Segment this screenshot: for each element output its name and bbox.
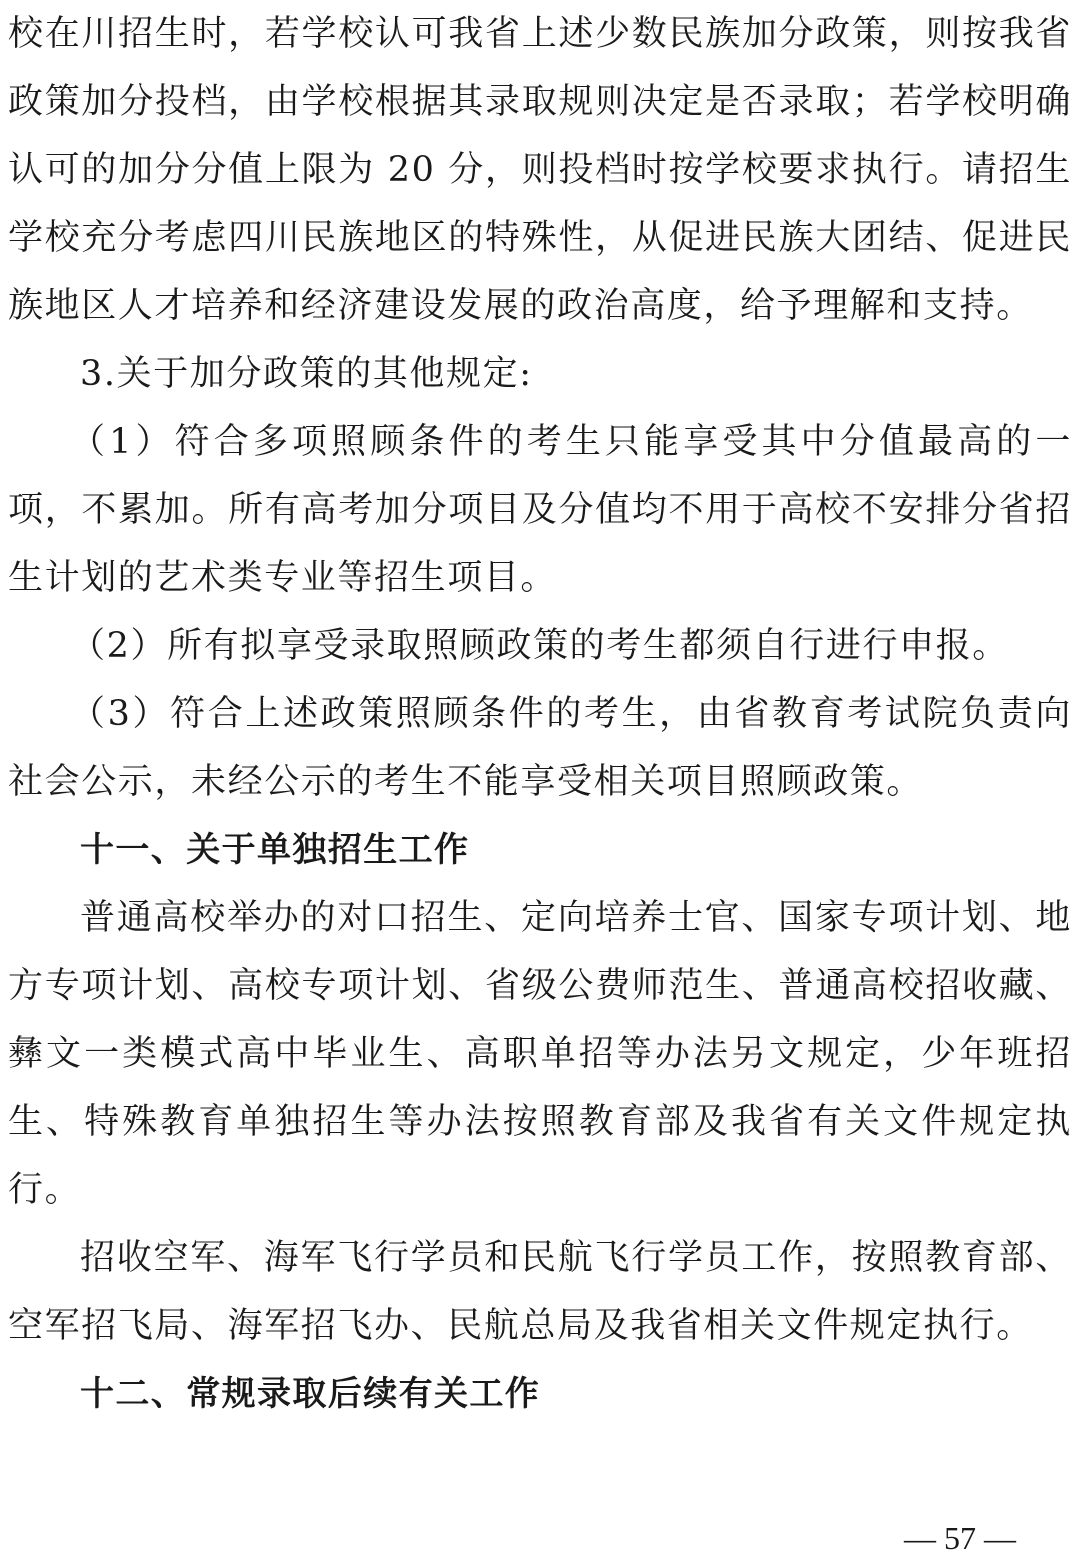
paragraph-item-3-1: （1）符合多项照顾条件的考生只能享受其中分值最高的一项，不累加。所有高考加分项目及分值均不用于高校不安排分省招生计划的艺术类专业等招生项目。 <box>8 422 1072 598</box>
paragraph-single-admission: 普通高校举办的对口招生、定向培养士官、国家专项计划、地方专项计划、高校专项计划、省级公费师范生、普通高校招收藏、彝文一类模式高中毕业生、高职单招等办法另文规定，少年班招生、特殊教育单独招生等办法按照教育部及我省有关文件规定执行。 <box>8 898 1072 1210</box>
page-number: — 57 — <box>904 1520 1016 1556</box>
paragraph-item-3-2: （2）所有拟享受录取照顾政策的考生都须自行进行申报。 <box>70 626 1009 666</box>
section-heading-11: 十一、关于单独招生工作 <box>80 830 470 870</box>
document-body <box>8 0 1072 1428</box>
paragraph-pilot-recruitment: 招收空军、海军飞行学员和民航飞行学员工作，按照教育部、空军招飞局、海军招飞办、民航总局及我省相关文件规定执行。 <box>8 1238 1072 1346</box>
paragraph-continuation: 校在川招生时，若学校认可我省上述少数民族加分政策，则按我省政策加分投档，由学校根据其录取规则决定是否录取；若学校明确认可的加分分值上限为 20 分，则投档时按学校要求执行。请招生学校充分考虑四川民族地区的特殊性，从促进民族大团结、促进民族地区人才培养和经济建设发展的政治高度，给予理解和支持。 <box>8 14 1072 326</box>
paragraph-item-3-3: （3）符合上述政策照顾条件的考生，由省教育考试院负责向社会公示，未经公示的考生不能享受相关项目照顾政策。 <box>8 694 1072 802</box>
paragraph-item-3-title: 3.关于加分政策的其他规定: <box>80 354 533 394</box>
section-heading-12: 十二、常规录取后续有关工作 <box>80 1374 541 1414</box>
